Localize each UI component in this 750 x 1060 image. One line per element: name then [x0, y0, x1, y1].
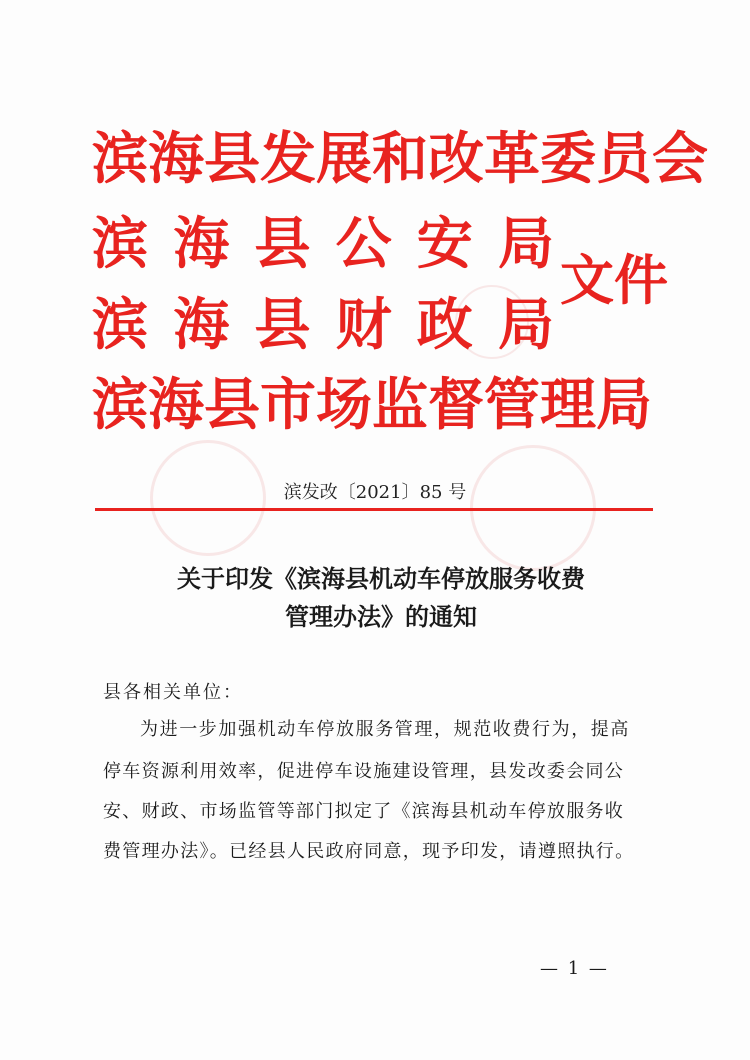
issuer-finance-bureau — [92, 293, 554, 357]
issuer-char: 财 — [335, 292, 392, 358]
issuer-char: 局 — [497, 211, 554, 277]
issuer-char: 滨 — [92, 211, 148, 277]
issuer-char: 滨 — [92, 292, 148, 358]
issuer-char: 海 — [173, 292, 230, 358]
issuer-char: 安 — [416, 211, 473, 277]
document-type-label: 文件 — [560, 248, 668, 312]
issuer-char: 政 — [416, 292, 473, 358]
body-text-line: 为进一步加强机动车停放服务管理，规范收费行为，提高 — [140, 719, 630, 740]
red-divider-line — [95, 508, 653, 511]
issuer-public-security-bureau — [92, 212, 554, 276]
body-text-line: 停车资源利用效率，促进停车设施建设管理，县发改委会同公 — [103, 761, 625, 782]
issuer-char: 局 — [497, 292, 554, 358]
issuer-char: 公 — [335, 211, 392, 277]
document-title-line-1: 关于印发《滨海县机动车停放服务收费 — [177, 564, 585, 593]
body-text-line: 费管理办法》。已经县人民政府同意，现予印发，请遵照执行。 — [103, 841, 635, 862]
issuer-char: 海 — [173, 211, 230, 277]
issuer-market-supervision-bureau: 滨海县市场监督管理局 — [92, 372, 652, 438]
document-title-line-2: 管理办法》的通知 — [285, 602, 477, 631]
document-number: 滨发改〔2021〕85 号 — [283, 482, 467, 503]
issuer-development-reform-commission: 滨海县发展和改革委员会 — [92, 126, 708, 192]
salutation: 县各相关单位： — [103, 682, 243, 703]
issuer-char: 县 — [254, 211, 311, 277]
body-text-line: 安、财政、市场监管等部门拟定了《滨海县机动车停放服务收 — [103, 801, 625, 822]
issuer-char: 县 — [254, 292, 311, 358]
page-number: — 1 — — [540, 958, 609, 979]
